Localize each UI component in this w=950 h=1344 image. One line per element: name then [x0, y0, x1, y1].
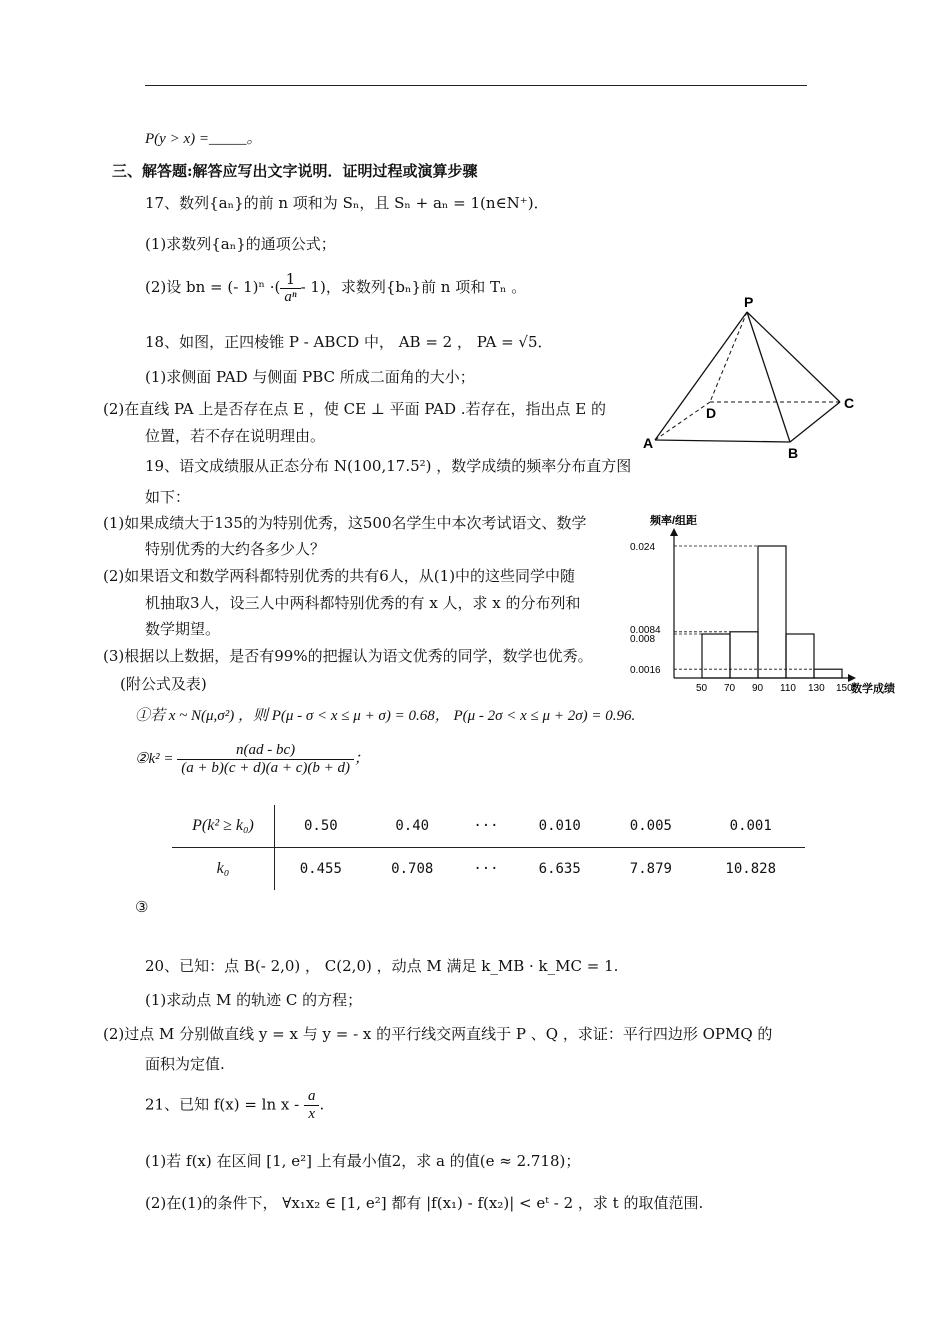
histogram: [628, 510, 908, 700]
histogram-bar: [702, 634, 730, 678]
histogram-x-tick: 70: [724, 683, 736, 694]
k2-cell: 0.708: [391, 861, 434, 877]
header-rule: [145, 85, 807, 86]
q17-frac-den: aⁿ: [284, 289, 297, 305]
q21-frac-num: a: [304, 1088, 320, 1106]
q17-part1: (1)求数列{aₙ}的通项公式；: [145, 235, 336, 253]
q17-fraction: [280, 270, 300, 306]
q21-stem-lead: 21、已知 f(x) = ln x -: [145, 1095, 300, 1114]
q19-formula2: [135, 742, 369, 777]
q20-part2-line2: 面积为定值.: [145, 1055, 225, 1073]
x-axis-arrow: [848, 674, 856, 682]
q18-stem: 18、如图，正四棱锥 P - ABCD 中， AB = 2 ， PA = √5．: [145, 333, 553, 351]
formula2-fraction: [177, 742, 354, 777]
histogram-y-tick: 0.024: [630, 542, 656, 553]
y-axis-arrow: [670, 528, 678, 536]
pyramid-diagram: [640, 290, 870, 470]
histogram-ylabel: 频率/组距: [650, 515, 698, 527]
histogram-x-tick: 50: [696, 683, 708, 694]
q21-part2: (2)在(1)的条件下， ∀x₁x₂ ∈ [1, e²] 都有 |f(x₁) - f(x₂)| < eᵗ - 2 ，求 t 的取值范围.: [145, 1194, 704, 1212]
k2-table: [172, 805, 805, 890]
label-D: D: [706, 405, 717, 421]
q21-frac-den: x: [308, 1106, 316, 1122]
histogram-bar: [758, 546, 786, 678]
edge-PA: [655, 312, 747, 440]
q21-stem: [145, 1088, 324, 1123]
label-B: B: [788, 445, 799, 461]
q19-part1-line2: 特别优秀的大约各多少人？: [145, 540, 326, 558]
q18-part2-line1: (2)在直线 PA 上是否存在点 E ，使 CE ⊥ 平面 PAD .若存在，指出点 E 的: [103, 400, 607, 418]
histogram-y-tick: 0.0016: [630, 665, 661, 677]
q18-part1: (1)求侧面 PAD 与侧面 PBC 所成二面角的大小；: [145, 368, 475, 386]
q20-part2-line1: (2)过点 M 分别做直线 y = x 与 y = - x 的平行线交两直线于 P 、Q ，求证：平行四边形 OPMQ 的: [103, 1025, 773, 1043]
k2-cell: 0.005: [605, 805, 696, 848]
k2-cell: 10.828: [725, 861, 776, 877]
formula2-den: (a + b)(c + d)(a + c)(b + d): [181, 760, 350, 776]
edge-BC: [790, 402, 840, 442]
histogram-y-tick: 0.008: [630, 634, 656, 645]
edge-PD: [710, 312, 747, 402]
histogram-y-tick: 0.0084: [630, 624, 661, 636]
q19-formula1: ①若 x ~ N(μ,σ²) ，则 P(μ - σ < x ≤ μ + σ) = 0.68， P(μ - 2σ < x ≤ μ + 2σ) = 0.96.: [135, 708, 636, 724]
histogram-bar: [786, 634, 814, 678]
q19-stem-line2: 如下：: [145, 488, 191, 506]
k2-table-row-p: [172, 805, 805, 848]
q17-frac-num: 1: [280, 270, 300, 289]
histogram-xlabel: 数学成绩: [851, 683, 895, 695]
histogram-x-tick: 130: [808, 683, 825, 694]
q19-stem-line1: 19、语文成绩服从正态分布 N(100,17.5²) ，数学成绩的频率分布直方图: [145, 457, 632, 475]
q19-part2-line2: 机抽取3人，设三人中两科都特别优秀的有 x 人，求 x 的分布列和: [145, 594, 581, 612]
header-blank: P(y > x) =_____。: [145, 131, 262, 147]
q17-stem: 17、数列{aₙ}的前 n 项和为 Sₙ，且 Sₙ + aₙ = 1(n∈N⁺)．: [145, 194, 549, 212]
histogram-x-tick: 150: [836, 683, 853, 694]
label-P: P: [744, 294, 754, 310]
q19-part2-line1: (2)如果语文和数学两科都特别优秀的共有6人，从(1)中的这些同学中随: [103, 567, 576, 585]
edge-AD: [655, 402, 710, 440]
edge-PB: [747, 312, 790, 442]
formula2-lead: ②k² =: [135, 750, 174, 767]
k2-cell: 0.001: [696, 805, 805, 848]
q19-part1-line1: (1)如果成绩大于135的为特别优秀，这500名学生中本次考试语文、数学: [103, 514, 587, 532]
q19-formula3: ③: [135, 898, 149, 916]
k2-table-head-k0: k₀: [172, 848, 275, 891]
histogram-bar: [730, 632, 758, 678]
q17-part2-lead: (2)设 bn = (- 1)ⁿ ·(: [145, 278, 281, 296]
edge-AB: [655, 440, 790, 442]
q17-part2-tail: - 1)，求数列{bₙ}前 n 项和 Tₙ 。: [300, 278, 527, 296]
section-title: 三、解答题:解答应写出文字说明．证明过程或演算步骤: [112, 162, 478, 180]
label-A: A: [643, 435, 654, 451]
k2-cell: 7.879: [629, 861, 672, 877]
histogram-x-tick: 90: [752, 683, 764, 694]
k2-cell: 0.010: [514, 805, 605, 848]
k2-cell: 0.50: [275, 805, 367, 848]
q17-part2: [145, 270, 526, 306]
edge-PC: [747, 312, 840, 402]
k2-cell: ···: [473, 861, 499, 877]
k2-cell: 0.40: [367, 805, 458, 848]
q20-stem: 20、已知：点 B(- 2,0) ， C(2,0) ，动点 M 满足 k_MB · k_MC = 1.: [145, 957, 619, 975]
q19-part3: (3)根据以上数据，是否有99%的把握认为语文优秀的同学，数学也优秀。: [103, 647, 593, 665]
formula2-num: n(ad - bc): [177, 742, 354, 760]
q21-fraction: [304, 1088, 320, 1123]
q18-part2-line2: 位置，若不存在说明理由。: [145, 427, 326, 445]
histogram-bar: [814, 669, 842, 678]
formula2-tail: ；: [354, 750, 370, 767]
k2-cell: ···: [458, 805, 514, 848]
k2-cell: 6.635: [538, 861, 581, 877]
k2-table-head-p: P(k² ≥ k₀): [172, 805, 275, 848]
q21-stem-tail: .: [319, 1095, 325, 1114]
label-C: C: [844, 395, 855, 411]
q19-appendix: (附公式及表): [120, 675, 207, 693]
histogram-x-tick: 110: [780, 683, 796, 694]
k2-cell: 0.455: [299, 861, 342, 877]
q20-part1: (1)求动点 M 的轨迹 C 的方程；: [145, 991, 363, 1009]
q21-part1: (1)若 f(x) 在区间 [1, e²] 上有最小值2，求 a 的值(e ≈ 2.718)；: [145, 1152, 581, 1170]
q19-part2-line3: 数学期望。: [145, 620, 221, 638]
k2-table-row-k0: [172, 848, 805, 891]
